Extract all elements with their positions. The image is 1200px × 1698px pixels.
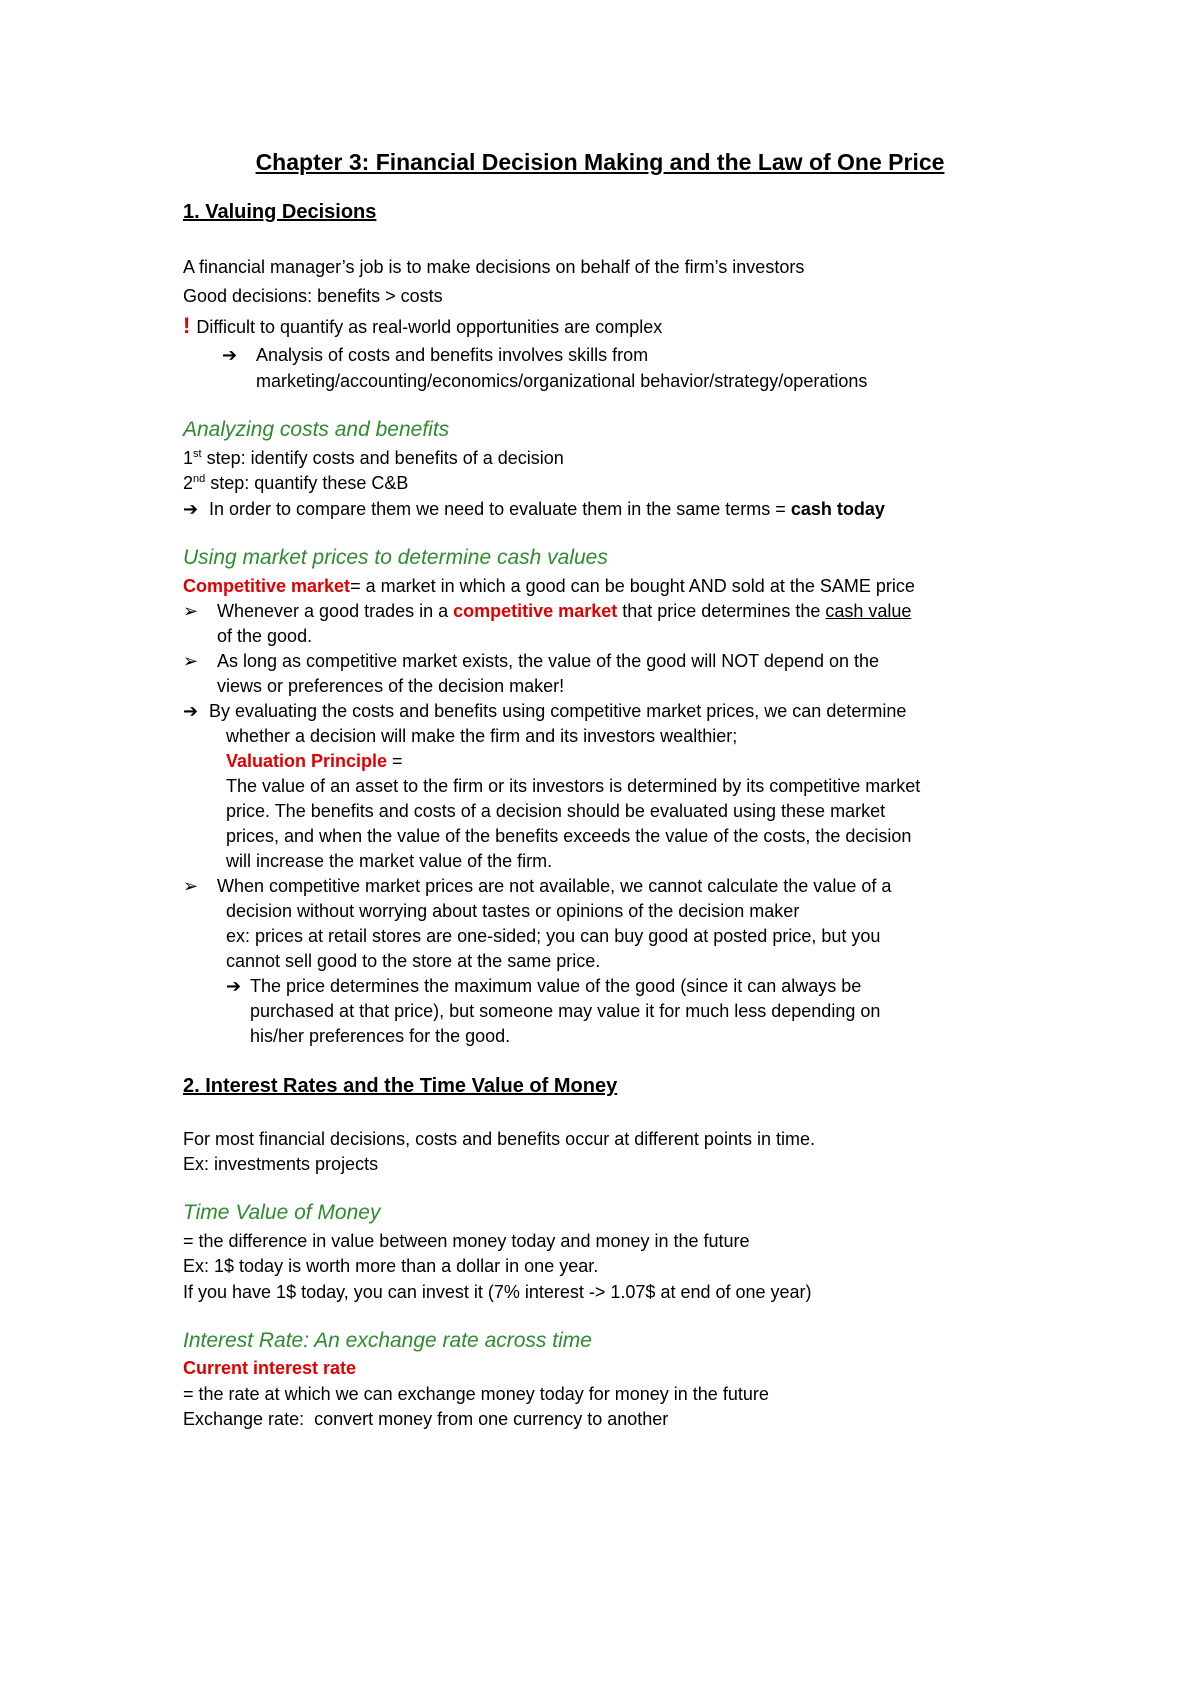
ordinal-suffix: st [193, 448, 202, 460]
paragraph: price. The benefits and costs of a decision should be evaluated using these market [226, 801, 886, 821]
example-line: cannot sell good to the store at the same price. [226, 951, 601, 971]
definition-text: = [387, 751, 403, 771]
arrow-item-continuation: marketing/accounting/economics/organizational behavior/strategy/operations [256, 371, 868, 391]
bullet-text: that price determines the [617, 601, 826, 621]
example-line: ex: prices at retail stores are one-sided; you can buy good at posted price, but you [226, 926, 881, 946]
paragraph: = the difference in value between money today and money in the future [183, 1231, 750, 1251]
definition-text: = a market in which a good can be bought AND sold at the SAME price [350, 576, 915, 596]
bullet-continuation: decision without worrying about tastes or opinions of the decision maker [226, 901, 800, 921]
arrow-item-continuation: his/her preferences for the good. [250, 1026, 511, 1046]
arrow-icon: ➔ [226, 976, 242, 996]
arrow-item-text: Analysis of costs and benefits involves skills from [256, 345, 649, 365]
step-line [183, 471, 408, 495]
arrow-item-continuation: purchased at that price), but someone may value it for much less depending on [250, 1001, 881, 1021]
paragraph: Exchange rate: convert money from one currency to another [183, 1409, 669, 1429]
step-text: step: identify costs and benefits of a decision [201, 448, 564, 468]
arrow-icon: ➔ [222, 345, 238, 365]
bullet-text: Whenever a good trades in a [217, 601, 454, 621]
page-title: Chapter 3: Financial Decision Making and the Law of One Price [255, 149, 945, 175]
emphasis-text: competitive market [453, 601, 618, 621]
subheading: Interest Rate: An exchange rate across time [183, 1329, 592, 1352]
subheading: Analyzing costs and benefits [183, 418, 450, 441]
arrow-item-text: The price determines the maximum value of the good (since it can always be [250, 976, 862, 996]
bullet-arrow-icon: ➢ [183, 651, 199, 671]
ordinal-suffix: nd [193, 473, 206, 485]
paragraph: For most financial decisions, costs and benefits occur at different points in time. [183, 1129, 815, 1149]
definition-term: Competitive market [183, 576, 351, 596]
arrow-item [183, 497, 885, 521]
bullet-item [183, 599, 911, 623]
paragraph: = the rate at which we can exchange money today for money in the future [183, 1384, 769, 1404]
bullet-item [183, 649, 879, 673]
step-number: 1 [183, 448, 194, 468]
arrow-item [183, 699, 906, 723]
step-text: step: quantify these C&B [205, 473, 409, 493]
bullet-text: When competitive market prices are not available, we cannot calculate the value of a [217, 876, 892, 896]
paragraph: will increase the market value of the firm. [226, 851, 553, 871]
paragraph: Good decisions: benefits > costs [183, 286, 443, 306]
arrow-item [222, 343, 648, 367]
paragraph [183, 314, 662, 339]
emphasis-text: cash today [790, 499, 885, 519]
bullet-continuation: views or preferences of the decision maker! [217, 676, 565, 696]
arrow-icon: ➔ [183, 499, 199, 519]
paragraph-text: Difficult to quantify as real-world opportunities are complex [196, 317, 663, 337]
definition-term: Valuation Principle [226, 751, 388, 771]
bullet-continuation: of the good. [217, 626, 313, 646]
bullet-arrow-icon: ➢ [183, 601, 199, 621]
paragraph: prices, and when the value of the benefits exceeds the value of the costs, the decision [226, 826, 912, 846]
valuation-principle-line [226, 749, 403, 773]
definition-line [183, 574, 915, 598]
section-heading-1: 1. Valuing Decisions [183, 201, 377, 223]
paragraph: A financial manager’s job is to make decisions on behalf of the firm’s investors [183, 257, 805, 277]
paragraph: The value of an asset to the firm or its investors is determined by its competitive market [226, 776, 921, 796]
arrow-item-text: In order to compare them we need to evaluate them in the same terms = [209, 499, 791, 519]
step-number: 2 [183, 473, 194, 493]
bullet-item [183, 874, 891, 898]
section-heading-2: 2. Interest Rates and the Time Value of Money [183, 1075, 618, 1097]
definition-term: Current interest rate [183, 1358, 357, 1378]
arrow-item-text: By evaluating the costs and benefits using competitive market prices, we can determine [209, 701, 907, 721]
arrow-icon: ➔ [183, 701, 199, 721]
step-line [183, 446, 564, 470]
subheading: Using market prices to determine cash values [183, 546, 608, 569]
bullet-arrow-icon: ➢ [183, 876, 199, 896]
arrow-item [226, 974, 861, 998]
arrow-item-continuation: whether a decision will make the firm and its investors wealthier; [226, 726, 738, 746]
paragraph: If you have 1$ today, you can invest it (7% interest -> 1.07$ at end of one year) [183, 1282, 812, 1302]
paragraph: Ex: investments projects [183, 1154, 379, 1174]
subheading: Time Value of Money [183, 1201, 381, 1224]
bullet-text: As long as competitive market exists, the value of the good will NOT depend on the [217, 651, 880, 671]
underlined-text: cash value [825, 601, 912, 621]
paragraph: Ex: 1$ today is worth more than a dollar in one year. [183, 1256, 599, 1276]
exclamation-icon: ! [183, 313, 191, 338]
